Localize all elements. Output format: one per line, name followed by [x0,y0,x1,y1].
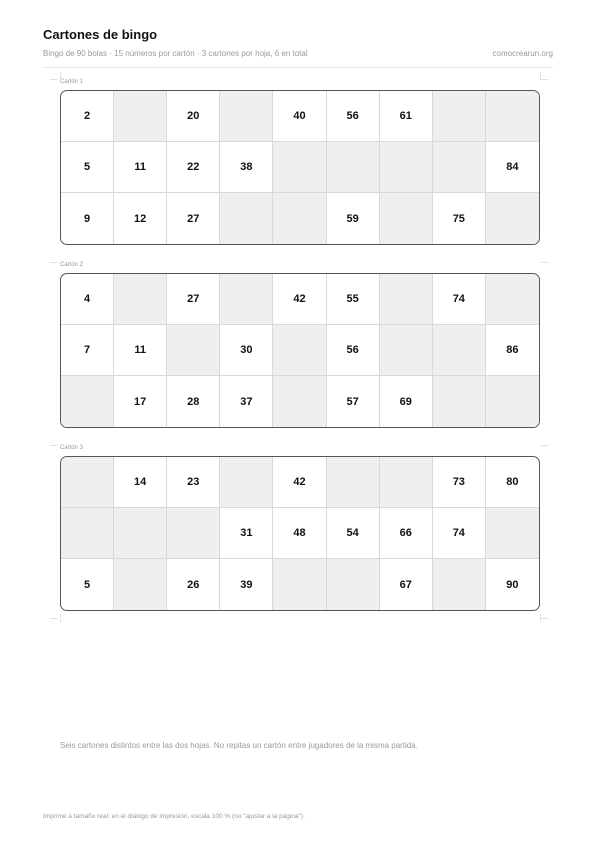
usage-note: Seis cartones distintos entre las dos hojas. No repitas un cartón entre jugadores de la misma partida. [60,741,418,750]
number-cell: 55 [327,274,380,325]
bingo-card-2 [60,262,540,428]
card-grid [60,90,540,245]
number-cell: 39 [220,559,273,610]
number-cell: 40 [273,91,326,142]
header-divider [43,67,553,68]
empty-cell [167,508,220,559]
page-title: Cartones de bingo [43,27,158,42]
number-cell: 26 [167,559,220,610]
empty-cell [433,91,486,142]
empty-cell [273,559,326,610]
number-cell: 42 [273,274,326,325]
empty-cell [433,376,486,427]
number-cell: 7 [61,325,114,376]
number-cell: 37 [220,376,273,427]
empty-cell [273,376,326,427]
empty-cell [61,457,114,508]
number-cell: 27 [167,274,220,325]
empty-cell [114,508,167,559]
cut-mark [540,614,541,622]
number-cell: 84 [486,142,539,193]
number-cell: 59 [327,193,380,244]
number-cell: 9 [61,193,114,244]
number-cell: 73 [433,457,486,508]
number-cell: 11 [114,142,167,193]
number-cell: 5 [61,142,114,193]
number-cell: 90 [506,578,519,591]
empty-cell [380,457,433,508]
number-cell: 57 [327,376,380,427]
empty-cell [380,193,433,244]
number-cell: 67 [380,559,433,610]
number-cell: 28 [167,376,220,427]
empty-cell [114,274,167,325]
empty-cell [220,274,273,325]
empty-cell [327,559,380,610]
number-cell: 2 [61,91,114,142]
empty-cell [220,91,273,142]
number-cell: 61 [380,91,433,142]
card-grid [60,456,540,611]
number-cell: 27 [167,193,220,244]
page-subtitle: Bingo de 90 bolas · 15 números por cartón · 3 cartones por hoja, 6 en total [43,49,308,58]
empty-cell [433,142,486,193]
print-footer: Imprime a tamaño real: en el diálogo de impresión, escala 100 % (no "ajustar a la página"). [43,813,305,820]
empty-cell [61,376,114,427]
bingo-card-1 [60,79,540,245]
card-label: Cartón 2 [60,262,84,268]
card-label: Cartón 1 [60,79,84,85]
empty-cell [433,325,486,376]
empty-cell [114,559,167,610]
number-cell: 69 [380,376,433,427]
number-cell: 5 [61,559,114,610]
number-cell: 11 [114,325,167,376]
empty-cell [273,325,326,376]
card-grid [60,273,540,428]
site-name: comocrearun.org [492,49,553,58]
cut-mark [50,445,58,446]
empty-cell [380,142,433,193]
number-cell: 4 [61,274,114,325]
empty-cell [380,325,433,376]
empty-cell [486,274,539,325]
number-cell: 74 [433,274,486,325]
empty-cell [486,91,539,142]
number-cell: 14 [114,457,167,508]
cut-mark [541,445,549,446]
number-cell: 31 [220,508,273,559]
empty-cell [433,559,486,610]
number-cell: 74 [433,508,486,559]
card-label: Cartón 3 [60,445,84,451]
number-cell: 30 [220,325,273,376]
number-cell: 22 [167,142,220,193]
number-cell: 38 [220,142,273,193]
cut-mark [540,72,541,80]
cut-mark [541,618,549,619]
number-cell: 17 [114,376,167,427]
empty-cell [327,142,380,193]
cut-mark [50,618,58,619]
empty-cell [220,457,273,508]
empty-cell [273,193,326,244]
empty-cell [114,91,167,142]
cut-mark [541,79,549,80]
number-cell: 54 [327,508,380,559]
empty-cell [486,508,539,559]
number-cell: 20 [167,91,220,142]
empty-cell [486,376,539,427]
cut-mark [50,79,58,80]
cut-mark [60,72,61,80]
cut-mark [60,614,61,622]
number-cell: 80 [486,457,539,508]
cut-mark [50,262,58,263]
number-cell: 48 [273,508,326,559]
number-cell: 42 [273,457,326,508]
empty-cell [61,508,114,559]
number-cell: 23 [167,457,220,508]
number-cell: 12 [114,193,167,244]
number-cell: 86 [486,325,539,376]
number-cell: 56 [327,325,380,376]
bingo-card-3 [60,445,540,611]
empty-cell [327,457,380,508]
number-cell: 66 [380,508,433,559]
number-cell: 75 [433,193,486,244]
empty-cell [380,274,433,325]
empty-cell [486,193,539,244]
number-cell: 56 [327,91,380,142]
empty-cell [220,193,273,244]
cut-mark [541,262,549,263]
empty-cell [167,325,220,376]
empty-cell [273,142,326,193]
